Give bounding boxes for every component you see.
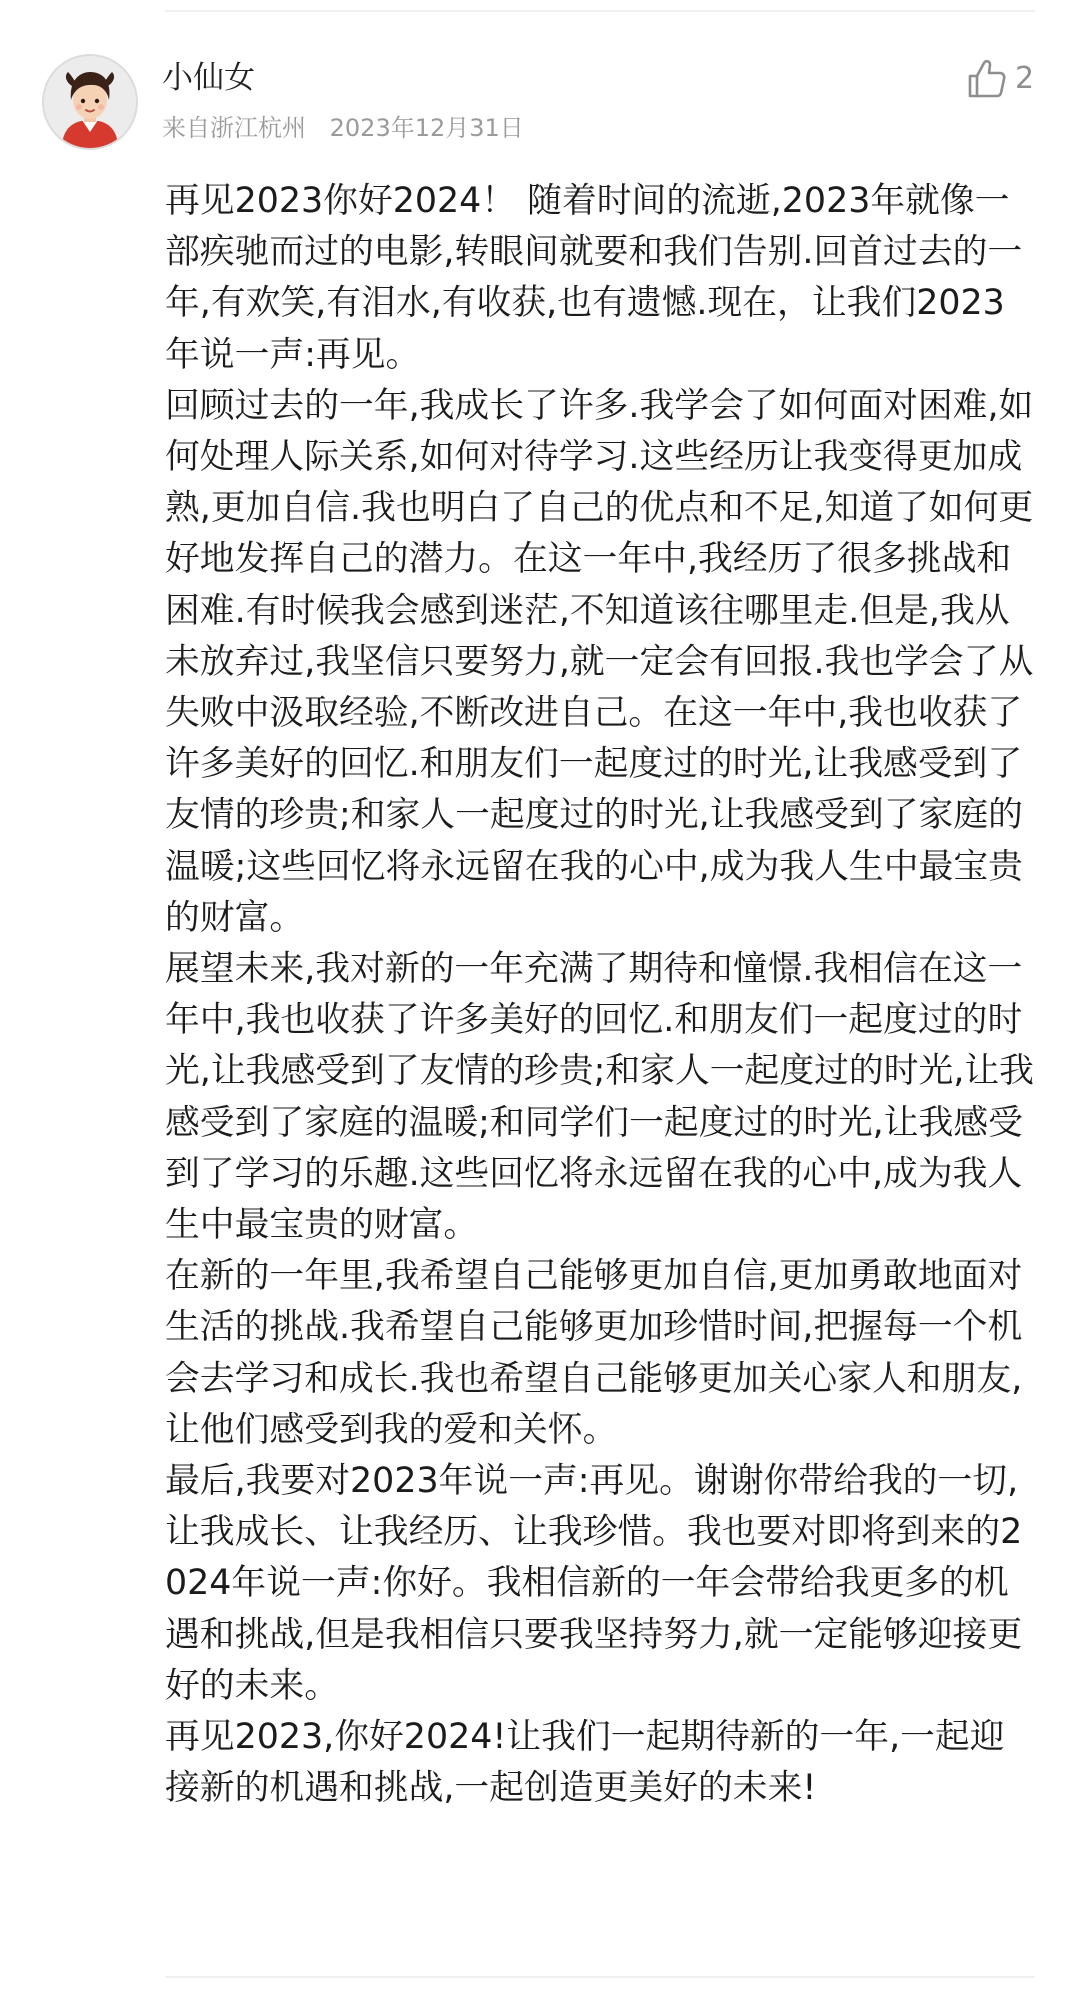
- comment-date: 2023年12月31日: [329, 114, 524, 142]
- comment-body: [165, 176, 1035, 1815]
- comment-paragraph: 再见2023,你好2024!让我们一起期待新的一年,一起迎接新的机遇和挑战,一起创造更美好的未来!: [165, 1717, 1005, 1809]
- like-count: 2: [1015, 61, 1035, 96]
- comment-paragraph: 展望未来,我对新的一年充满了期待和憧憬.我相信在这一年中,我也收获了许多美好的回忆.和朋友们一起度过的时光,让我感受到了友情的珍贵;和家人一起度过的时光,让我感受到了家庭的温暖;和同学们一起度过的时光,让我感受到了学习的乐趣.这些回忆将永远留在我的心中,成为我人生中最宝贵的财富。: [165, 949, 1034, 1246]
- top-divider: [165, 10, 1035, 12]
- comment-paragraph: 在新的一年里,我希望自己能够更加自信,更加勇敢地面对生活的挑战.我希望自己能够更加珍惜时间,把握每一个机会去学习和成长.我也希望自己能够更加关心家人和朋友,让他们感受到我的爱和关怀。: [165, 1256, 1023, 1450]
- comment-paragraph: 回顾过去的一年,我成长了许多.我学会了如何面对困难,如何处理人际关系,如何对待学习.这些经历让我变得更加成熟,更加自信.我也明白了自己的优点和不足,知道了如何更好地发挥自己的潜力。在这一年中,我经历了很多挑战和困难.有时候我会感到迷茫,不知道该往哪里走.但是,我从未放弃过,我坚信只要努力,就一定会有回报.我也学会了从失败中汲取经验,不断改进自己。在这一年中,我也收获了许多美好的回忆.和朋友们一起度过的时光,让我感受到了友情的珍贵;和家人一起度过的时光,让我感受到了家庭的温暖;这些回忆将永远留在我的心中,成为我人生中最宝贵的财富。: [165, 385, 1034, 938]
- like-button[interactable]: [965, 56, 1034, 102]
- bottom-divider: [165, 1976, 1035, 1978]
- comment-paragraph: 再见2023你好2024！ 随着时间的流逝,2023年就像一部疾驰而过的电影,转眼间就要和我们告别.回首过去的一年,有欢笑,有泪水,有收获,也有遗憾.现在，让我们2023年说一声:再见。: [165, 181, 1023, 375]
- cartoon-girl-avatar-icon: [44, 56, 136, 148]
- thumbs-up-icon: [965, 57, 1009, 101]
- comment-meta: [162, 112, 524, 144]
- avatar[interactable]: [42, 54, 138, 150]
- comment-paragraph: 最后,我要对2023年说一声:再见。谢谢你带给我的一切,让我成长、让我经历、让我珍惜。我也要对即将到来的2024年说一声:你好。我相信新的一年会带给我更多的机遇和挑战,但是我相信只要我坚持努力,就一定能够迎接更好的未来。: [165, 1461, 1023, 1706]
- username[interactable]: 小仙女: [162, 60, 255, 96]
- location-text: 来自浙江杭州: [162, 114, 306, 142]
